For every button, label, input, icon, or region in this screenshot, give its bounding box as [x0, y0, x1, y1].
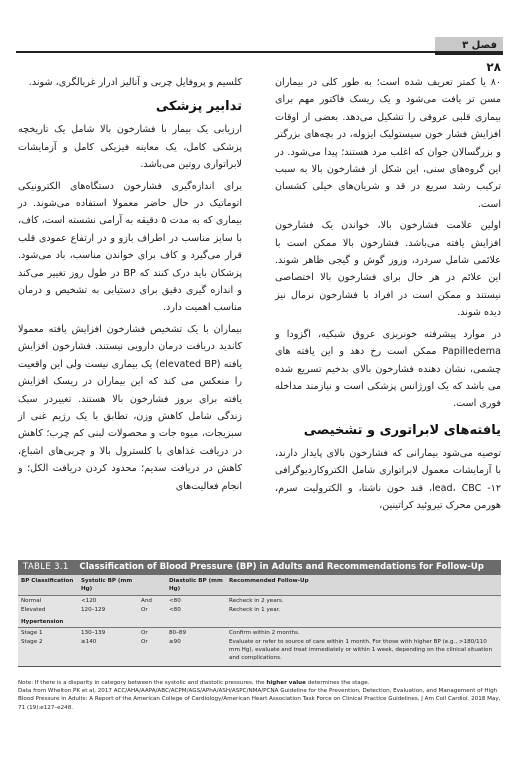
page-number: ۲۸ — [486, 60, 501, 74]
cell-diastolic: <80 — [169, 598, 181, 604]
cell-conjunction: Or — [141, 629, 148, 636]
cell-followup: Recheck in 2 years. — [229, 598, 284, 604]
cell-diastolic: ≥90 — [166, 637, 226, 666]
paragraph: در موارد پیشرفته خونریزی عروق شبکیه، اگزودا و Papilledema ممکن است رخ دهد و این یافته های چشمی، نشان دهنده فشارخون بالای بدخیم تسریع شده می باشد که یک اورژانس پزشکی است و نیازمند مداخله فوری است. — [275, 328, 501, 410]
paragraph: برای اندازه‌گیری فشارخون دستگاه‌های الکترونیکی اتوماتیک در حال حاضر معمولا استفاده می‌شوند. در بیماری که به مدت ۵ دقیقه به آرامی نشسته است، کاف، با سایز مناسب در اطراف بازو و در ارتفاع عمودی قلب قرار می‌گیرد و کاف برای خواندن مناسب، باد می‌شود. پزشکان باید درک کنند که BP در طول روز تغییر می‌کند و اندازه گیری دقیق برای دستیابی به تشخیص و درمان مناسب اهمیت دارد. — [18, 180, 243, 314]
note-source: Data from Whelton PK et al, 2017 ACC/AHA/AAPA/ABC/ACPM/AGS/APhA/ASH/ASPC/NMA/PCNA Guideline for the Prevention, Detection, Evaluation, and Management of High Blood Pressure in Adults: A Report of the American College of Cardiology/American Heart Association Task Force on Clinical Practice Guidelines, J Am Coll Cardiol. 2018 May, 71 (19):e127–e248. — [18, 688, 501, 711]
table-header-row — [18, 575, 501, 596]
right-column — [275, 74, 501, 518]
cell-systolic: <120 — [81, 598, 97, 604]
table — [18, 575, 501, 667]
table-number: TABLE 3.1 — [23, 562, 69, 572]
table-row — [18, 596, 501, 606]
column-header-diastolic: Diastolic BP (mm Hg) — [169, 578, 223, 593]
cell-systolic: ≥140 — [78, 637, 138, 666]
paragraph: توصیه می‌شود بیمارانی که فشارخون بالای پایدار دارند، با آزمایشات معمول لابراتواری شامل الکتروکاردیوگرافی ۱۲- lead، CBC، قند خون ناشتا، و الکترولیت سرم، هورمن محرک تیروئید کراتینین، — [275, 447, 502, 511]
note-bold: higher value — [266, 680, 306, 686]
column-header-followup: Recommended Follow-Up — [229, 578, 309, 584]
column-header-conjunction — [138, 575, 166, 596]
note-prefix: Note: If there is a disparity in category between the systolic and diastolic pressures, the — [18, 680, 267, 686]
paragraph: کلسیم و پروفایل چربی و آنالیز ادرار غربالگری، شوند. — [28, 77, 242, 88]
table-title: Classification of Blood Pressure (BP) in Adults and Recommendations for Follow-Up — [79, 562, 484, 572]
paragraph: اولین علامت فشارخون بالا، خواندن یک فشارخون افزایش یافته می‌باشد. فشارخون بالا ممکن است با علائمی شامل سردرد، وزوز گوش و گیجی ظاهر شوند. این علائم در هر حال برای فشارخون بالا اختصاصی نیستند و ممکن است در افراد با فشارخون نرمال نیز دیده شوند. — [275, 220, 501, 319]
note-line — [18, 679, 501, 687]
table-row — [18, 627, 501, 637]
note-suffix: determines the stage. — [305, 680, 370, 686]
left-column — [18, 74, 242, 499]
table-note — [18, 679, 501, 712]
table-section-row — [18, 615, 501, 627]
paragraph: ارزیابی یک بیمار با فشارخون بالا شامل یک تاریخچه پزشکی کامل، یک معاینه فیزیکی کامل و آزمایشات لابراتواری روتین می‌باشد. — [18, 124, 242, 171]
cell-conjunction: And — [141, 598, 152, 604]
paragraph: ۸۰ یا کمتر تعریف شده است؛ به طور کلی در بیماران مسن تر یافت می‌شود و یک ریسک فاکتور مهم برای بیماری قلبی عروقی را تشکیل می‌دهد. بعضی از اوقات افزایش فشار خون سیستولیک ایزوله، در بچه‌های بزرگتر و بزرگسالان جوان که اغلب مرد هستند؛ پیدا می‌شود. در این گروه‌های سنی، این شکل از فشارخون بالا به سبب ترکیب رشد سریع در قد و شریان‌های خیلی کشسان است. — [275, 77, 501, 210]
cell-systolic: 130–139 — [81, 629, 106, 636]
table-row — [18, 606, 501, 615]
section-label-hypertension: Hypertension — [18, 615, 501, 627]
table-title-bar — [18, 560, 501, 575]
cell-followup: Recheck in 1 year. — [229, 607, 281, 614]
cell-classification: Stage 2 — [18, 637, 78, 666]
section-heading-lab-findings: یافته‌های لابراتوری و تشخیصی — [303, 422, 501, 438]
bp-classification-table — [18, 560, 501, 667]
cell-systolic: 120–129 — [81, 607, 106, 614]
cell-classification: Elevated — [21, 607, 46, 614]
cell-conjunction: Or — [141, 607, 148, 614]
cell-diastolic: <80 — [169, 607, 181, 614]
cell-followup: Confirm within 2 months. — [229, 629, 300, 636]
column-header-systolic: Systolic BP (mm Hg) — [81, 578, 133, 593]
cell-classification: Stage 1 — [21, 629, 43, 636]
cell-classification: Normal — [21, 598, 42, 604]
paragraph: بیماران با یک تشخیص فشارخون افزایش یافته معمولا کاندید دریافت درمان دارویی نیستند. فشارخون افزایش یافته (elevated BP) یک بیماری نیست ولی این واقعیت را منعکس می کند که این بیماران در ریسک افزایش یافته برای بروز فشارخون بالا هستند. تغییردر سبک زندگی شامل کاهش وزن، تطابق با یک رژیم غنی از سبزیجات، میوه جات و محصولات لبنی کم چرب؛ کاهش در دریافت غذاهای با کلسترول بالا و چربی‌های اشباع، کاهش در دریافت سدیم؛ محدود کردن دریافت الکل؛ و انجام فعالیت‌های — [18, 323, 242, 492]
chapter-label: فصل ۳ — [435, 37, 503, 55]
column-header-classification: BP Classification — [21, 578, 74, 584]
cell-conjunction: Or — [138, 637, 166, 666]
cell-diastolic: 80–89 — [169, 629, 187, 636]
section-heading-medical-management: تدابیر پزشکی — [155, 99, 242, 115]
cell-followup: Evaluate or refer to source of care within 1 month. For those with higher BP (e.g., >180/110 mm Hg), evaluate and treat immediately or within 1 week, depending on the clinical situation and complications. — [226, 637, 501, 666]
table-row — [18, 637, 501, 666]
header-rule — [16, 51, 503, 53]
